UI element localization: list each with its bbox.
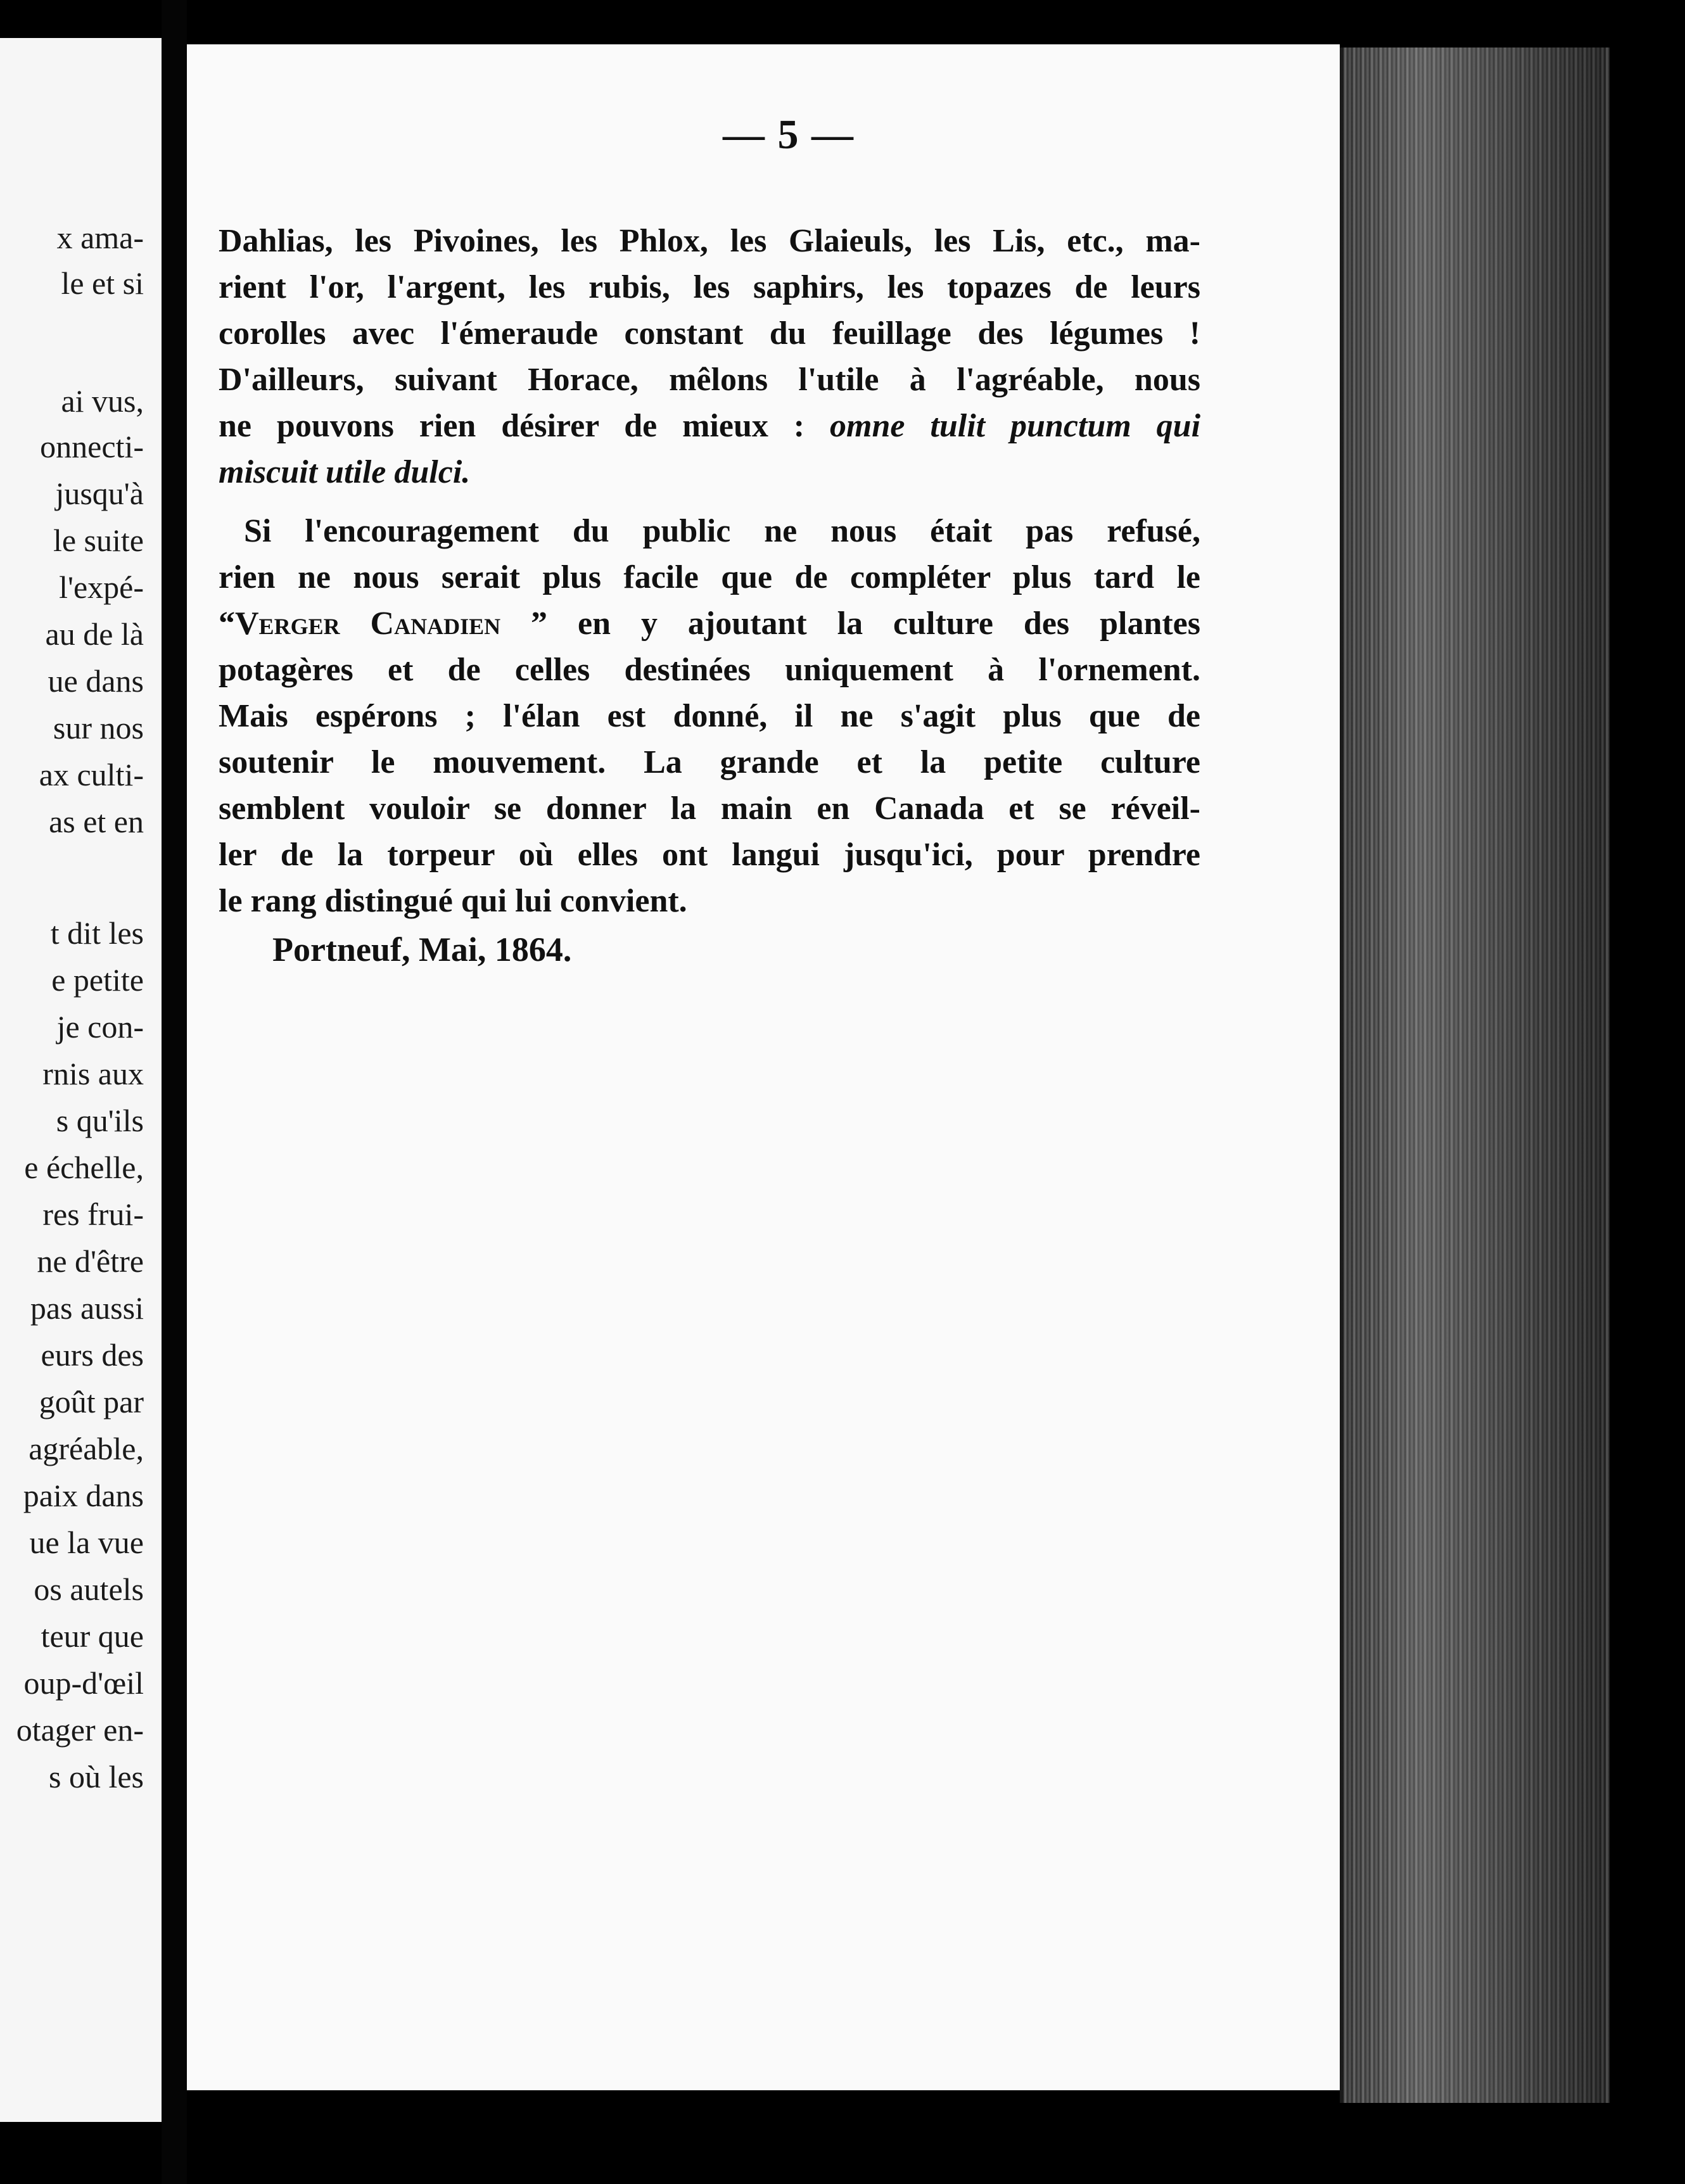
fore-edge-shading [1340,48,1606,2103]
text-line: Mais espérons ; l'élan est donné, il ne s'agit plus que de [219,698,1200,734]
text-line: rient l'or, l'argent, les rubis, les saphirs, les topazes de leurs [219,269,1200,305]
left-page-line: teur que [41,1618,144,1654]
text-line: Si l'encouragement du public ne nous était pas refusé, [244,513,1200,549]
left-page-line: oup-d'œil [23,1665,144,1701]
text-line: ler de la torpeur où elles ont langui jusqu'ici, pour prendre [219,837,1200,873]
left-page-line: s où les [49,1759,144,1794]
left-page-line: ne d'être [37,1243,144,1279]
text-line [219,456,1200,489]
text-line: soutenir le mouvement. La grande et la petite culture [219,744,1200,780]
left-page-line: onnecti- [40,429,144,464]
book-gutter [162,0,187,2184]
left-page-line: sur nos [53,710,144,746]
left-page-line: ax culti- [39,757,144,792]
page-number: — 5 — [723,111,855,158]
book-title: Verger Canadien [235,606,501,642]
text-line: corolles avec l'émeraude constant du feuillage des légumes ! [219,315,1200,352]
left-page-line: paix dans [23,1478,144,1513]
left-page-line: rnis aux [42,1056,144,1091]
latin-quote: omne tulit punctum qui [830,408,1201,444]
text-line: semblent vouloir se donner la main en Canada et se réveil- [219,790,1200,827]
left-page-line: l'expé- [59,569,144,605]
text-line: le rang distingué qui lui convient. [219,883,687,919]
left-page-line: as et en [49,804,144,839]
left-page-line: eurs des [41,1337,144,1373]
left-page-line: goût par [39,1384,144,1419]
left-page-line: jusqu'à [55,476,144,511]
left-page-line: je con- [56,1009,144,1044]
text-line [219,410,1200,443]
book-page [187,44,1340,2090]
left-page-line: le suite [53,523,144,558]
text-line: Dahlias, les Pivoines, les Phlox, les Glaieuls, les Lis, etc., ma- [219,223,1200,259]
text-line: D'ailleurs, suivant Horace, mêlons l'utile à l'agréable, nous [219,362,1200,398]
left-page-line: t dit les [50,915,144,951]
left-page-line: ue la vue [29,1525,144,1560]
left-page-line: ai vus, [61,383,144,419]
quote-mark: “ [219,606,235,642]
left-page-line: otager en- [16,1712,144,1748]
left-page-line: agréable, [29,1431,144,1466]
left-page-line: os autels [34,1571,144,1607]
left-page-line: e petite [51,962,144,998]
text-line: rien ne nous serait plus facile que de compléter plus tard le [219,559,1200,595]
text-segment: ” en y ajoutant la culture des plantes [500,606,1201,642]
left-page-line: ue dans [48,663,144,699]
signature-line: Portneuf, Mai, 1864. [272,930,572,968]
left-page-line: e échelle, [24,1150,144,1185]
text-line: potagères et de celles destinées uniquement à l'ornement. [219,652,1200,688]
text-segment: ne pouvons rien désirer de mieux : [219,408,805,444]
left-page-line: x ama- [56,220,144,255]
left-page-line: res frui- [42,1197,144,1232]
left-page-line: le et si [61,265,144,301]
latin-quote: miscuit utile dulci. [219,454,471,490]
text-line [219,607,1200,640]
left-page-line: s qu'ils [56,1103,144,1138]
left-page-line: pas aussi [30,1290,144,1326]
left-page-line: au de là [45,616,144,652]
left-page-fragment [0,38,162,2122]
